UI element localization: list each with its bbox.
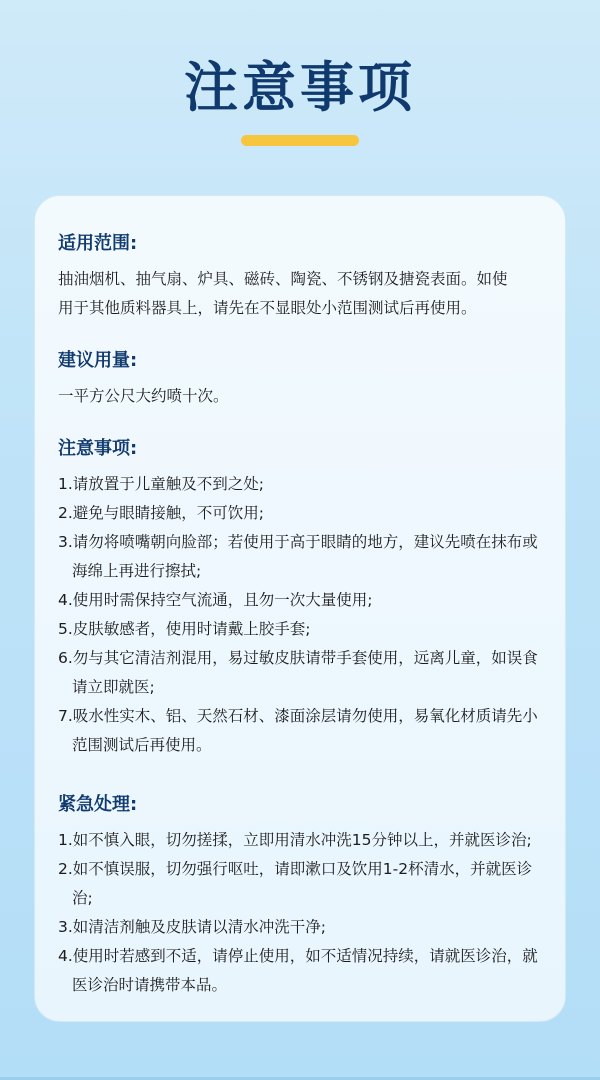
dosage-heading: 建议用量: <box>58 350 138 371</box>
list-item: 7.吸水性实木、铝、天然石材、漆面涂层请勿使用，易氧化材质请先小范围测试后再使用。 <box>58 707 538 754</box>
list-item: 2.避免与眼睛接触，不可饮用; <box>58 504 265 522</box>
page-title: 注意事项 <box>184 56 416 119</box>
section-emergency <box>58 793 548 1000</box>
list-item: 6.勿与其它清洁剂混用，易过敏皮肤请带手套使用，远离儿童，如误食请立即就医; <box>58 649 538 696</box>
list-item: 4.使用时需保持空气流通，且勿一次大量使用; <box>58 591 373 609</box>
title-underline-bar <box>241 135 359 146</box>
notes-heading: 注意事项: <box>58 438 138 459</box>
section-dosage <box>58 349 548 411</box>
list-item: 3.请勿将喷嘴朝向脸部；若使用于高于眼睛的地方，建议先喷在抹布或海绵上再进行擦拭; <box>58 533 538 580</box>
list-item: 5.皮肤敏感者，使用时请戴上胶手套; <box>58 620 311 638</box>
list-item: 2.如不慎误服，切勿强行呕吐，请即漱口及饮用1-2杯清水，并就医诊治; <box>58 860 533 907</box>
section-notes <box>58 437 548 760</box>
list-item: 4.使用时若感到不适，请停止使用，如不适情况持续，请就医诊治，就医诊治时请携带本品。 <box>58 947 538 994</box>
list-item: 3.如清洁剂触及皮肤请以清水冲洗干净; <box>58 918 327 936</box>
emergency-heading: 紧急处理: <box>58 794 138 815</box>
notes-list <box>58 470 548 760</box>
list-item: 1.请放置于儿童触及不到之处; <box>58 475 265 493</box>
scope-line: 抽油烟机、抽气扇、炉具、磁砖、陶瓷、不锈钢及搪瓷表面。如使 <box>58 270 508 288</box>
section-scope <box>58 232 548 323</box>
scope-heading: 适用范围: <box>58 233 138 254</box>
dosage-line: 一平方公尺大约喷十次。 <box>58 387 229 405</box>
scope-line: 用于其他质料器具上，请先在不显眼处小范围测试后再使用。 <box>58 299 477 317</box>
list-item: 1.如不慎入眼，切勿搓揉，立即用清水冲洗15分钟以上，并就医诊治; <box>58 831 532 849</box>
emergency-list <box>58 826 548 1000</box>
